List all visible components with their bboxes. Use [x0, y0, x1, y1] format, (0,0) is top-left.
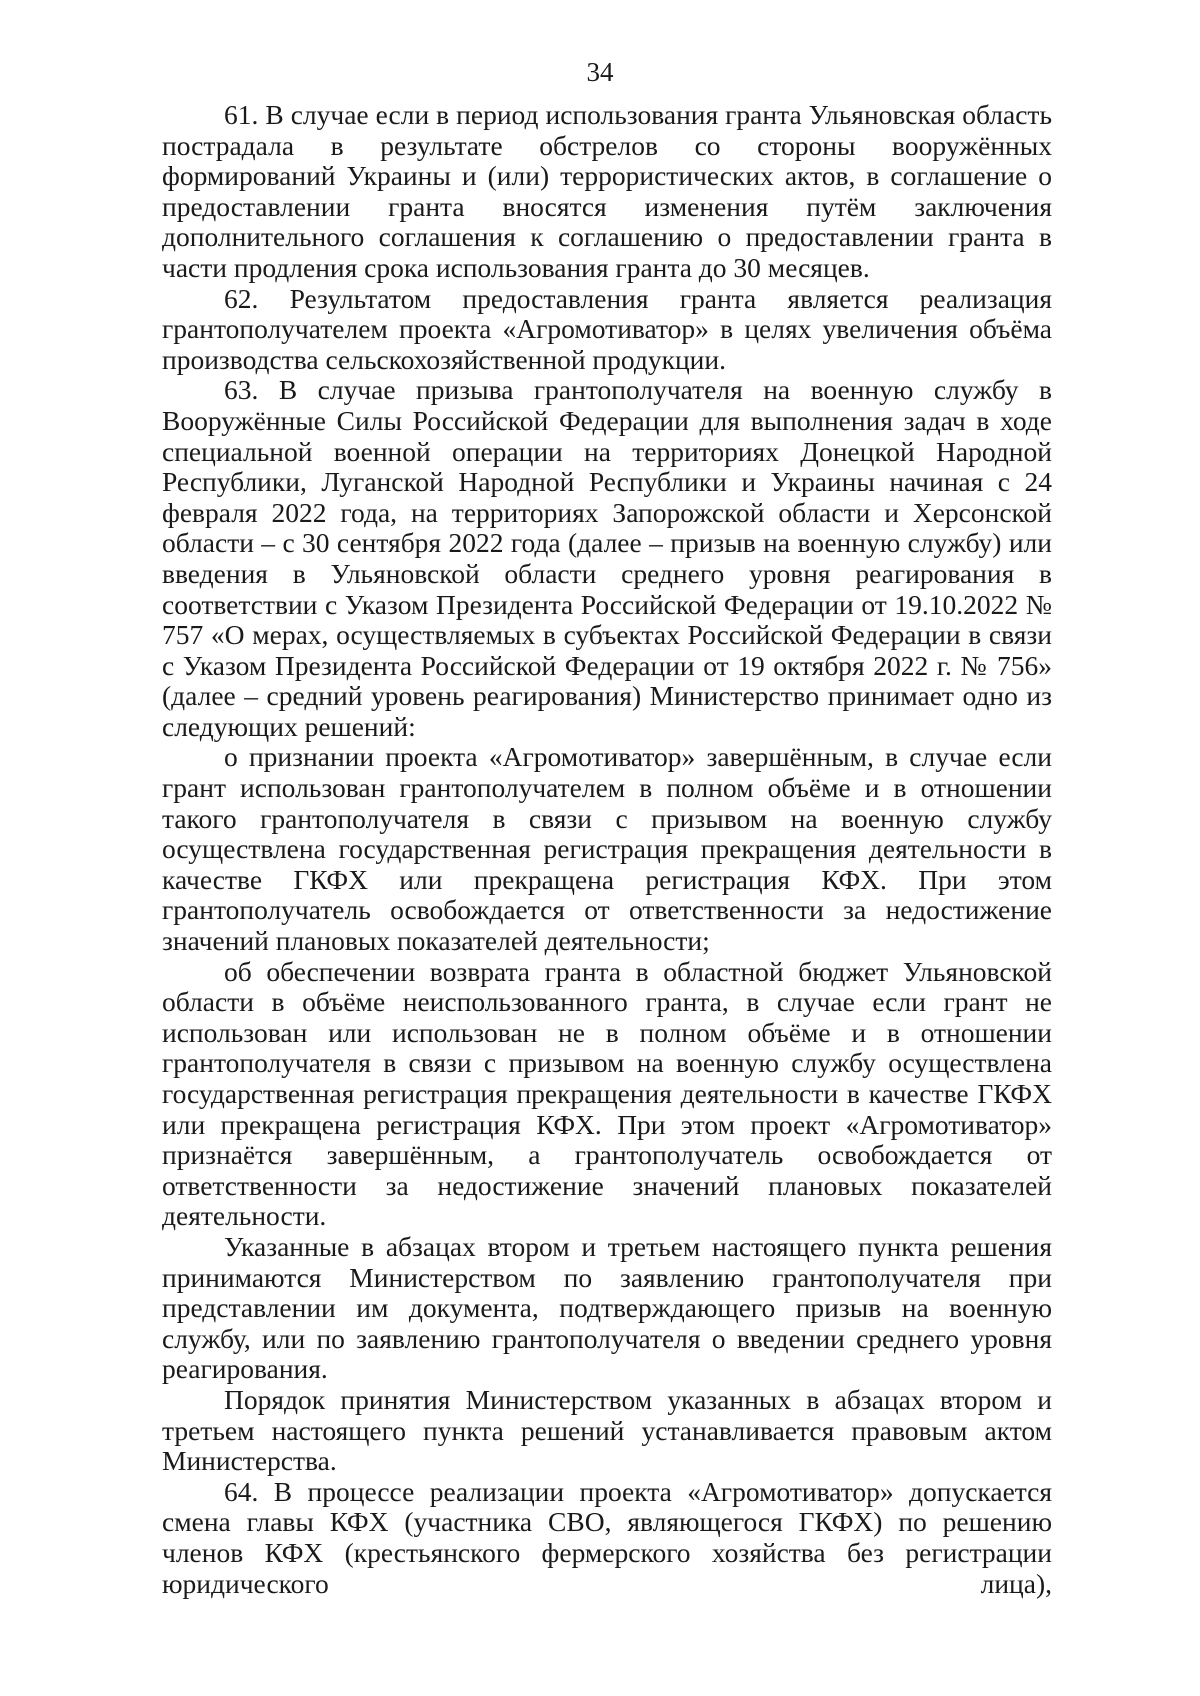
paragraph-63-procedure: Порядок принятия Министерством указанных в абзацах втором и третьем настоящего пункта решений устанавливается правовым актом Министерства.	[162, 1383, 1052, 1477]
paragraph-64: 64. В процессе реализации проекта «Агромотиватор» допускается смена главы КФХ (участника СВО, являющегося ГКФХ) по решению членов КФХ (крестьянского фермерского хозяйства без регистрации юридического лица),	[162, 1475, 1052, 1599]
paragraph-63-decision-completed: о признании проекта «Агромотиватор» завершённым, в случае если грант использован грантополучателем в полном объёме и в отношении такого грантополучателя в связи с призывом на военную службу осуществлена государственная регистрация прекращения деятельности в качестве ГКФХ или прекращена регистрация КФХ. При этом грантополучатель освобождается от ответственности за недостижение значений плановых показателей деятельности;	[162, 741, 1052, 957]
paragraph-63-decision-return: об обеспечении возврата гранта в областной бюджет Ульяновской области в объёме неиспользованного гранта, в случае если грант не использован или использован не в полном объёме и в отношении грантополучателя в связи с призывом на военную службу осуществлена государственная регистрация прекращения деятельности в качестве ГКФХ или прекращена регистрация КФХ. При этом проект «Агромотиватор» признаётся завершённым, а грантополучатель освобождается от ответственности за недостижение значений плановых показателей деятельности.	[162, 955, 1052, 1232]
page-number: 34	[586, 57, 614, 87]
paragraph-63: 63. В случае призыва грантополучателя на военную службу в Вооружённые Силы Российской Федерации для выполнения задач в ходе специальной военной операции на территориях Донецкой Народной Республики, Луганской Народной Республики и Украины начиная с 24 февраля 2022 года, на территориях Запорожской области и Херсонской области – с 30 сентября 2022 года (далее – призыв на военную службу) или введения в Ульяновской области среднего уровня реагирования в соответствии с Указом Президента Российской Федерации от 19.10.2022 № 757 «О мерах, осуществляемых в субъектах Российской Федерации в связи с Указом Президента Российской Федерации от 19 октября 2022 г. № 756» (далее – средний уровень реагирования) Министерство принимает одно из следующих решений:	[162, 374, 1052, 742]
document-body	[162, 100, 1052, 1599]
paragraph-63-decision-basis: Указанные в абзацах втором и третьем настоящего пункта решения принимаются Министерством по заявлению грантополучателя при представлении им документа, подтверждающего призыв на военную службу, или по заявлению грантополучателя о введении среднего уровня реагирования.	[162, 1230, 1052, 1385]
paragraph-62: 62. Результатом предоставления гранта является реализация грантополучателем проекта «Агромотиватор» в целях увеличения объёма производства сельскохозяйственной продукции.	[162, 282, 1052, 375]
paragraph-61: 61. В случае если в период использования гранта Ульяновская область пострадала в результате обстрелов со стороны вооружённых формирований Украины и (или) террористических актов, в соглашение о предоставлении гранта вносятся изменения путём заключения дополнительного соглашения к соглашению о предоставлении гранта в части продления срока использования гранта до 30 месяцев.	[162, 99, 1052, 283]
